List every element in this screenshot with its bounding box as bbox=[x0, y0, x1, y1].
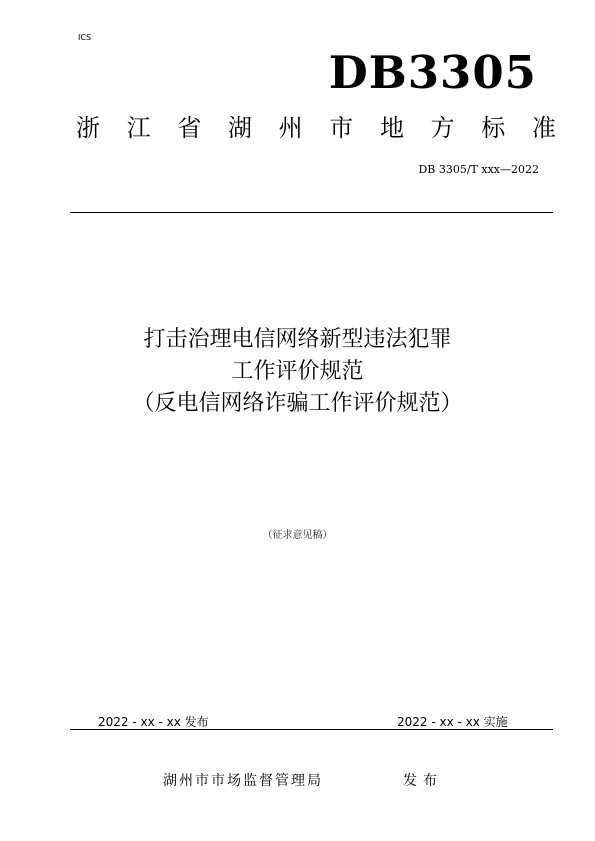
standard-type-char: 地 bbox=[379, 114, 404, 142]
ics-label: ICS bbox=[78, 33, 92, 42]
standard-type-char: 江 bbox=[126, 114, 151, 142]
standard-type-char: 湖 bbox=[227, 114, 252, 142]
draft-status-label: （征求意见稿） bbox=[262, 530, 333, 541]
implement-date: 2022 - xx - xx 实施 bbox=[397, 715, 508, 729]
document-title-line-3: （反电信网络诈骗工作评价规范） bbox=[132, 391, 463, 416]
issue-label: 发布 bbox=[403, 773, 443, 789]
document-title-line-1: 打击治理电信网络新型违法犯罪 bbox=[143, 327, 452, 352]
header-divider bbox=[70, 212, 553, 213]
footer-divider bbox=[70, 729, 553, 730]
standard-number: DB 3305/T xxx—2022 bbox=[418, 163, 539, 176]
standard-code: DB3305 bbox=[328, 46, 537, 99]
standard-type-char: 市 bbox=[329, 114, 354, 142]
standard-type-title bbox=[76, 116, 556, 140]
standard-type-char: 浙 bbox=[76, 114, 100, 142]
publish-date: 2022 - xx - xx 发布 bbox=[98, 715, 209, 729]
document-title-line-2: 工作评价规范 bbox=[231, 359, 364, 384]
standard-type-char: 准 bbox=[531, 114, 556, 142]
standard-type-char: 方 bbox=[430, 114, 455, 142]
standard-type-char: 省 bbox=[177, 114, 202, 142]
standard-type-char: 标 bbox=[481, 114, 506, 142]
standard-type-char: 州 bbox=[278, 114, 303, 142]
issuing-authority: 湖州市市场监督管理局 bbox=[163, 773, 323, 789]
